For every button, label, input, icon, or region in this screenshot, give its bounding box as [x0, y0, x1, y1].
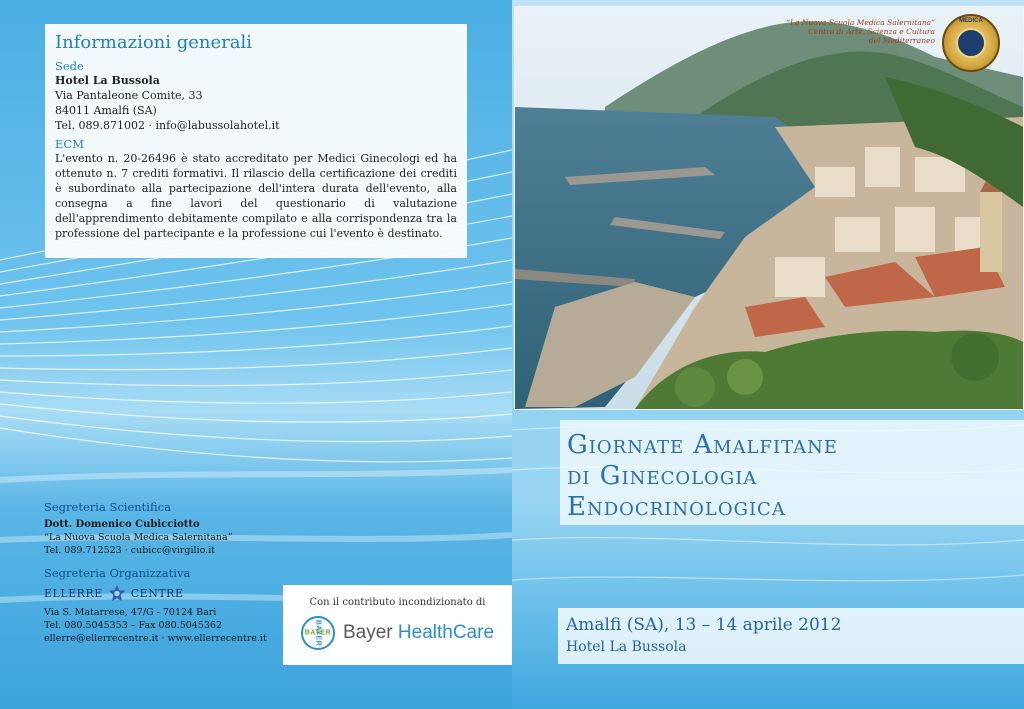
scientific-secretariat-heading: Segreteria Scientifica	[44, 500, 171, 514]
doctor-name: Dott. Domenico Cubicciotto	[44, 519, 200, 530]
organizer-text	[720, 18, 935, 45]
logo-text-left: ELLERRE	[44, 586, 103, 600]
organizer-address: Via S. Matarrese, 47/G - 70124 Bari	[44, 607, 217, 618]
bayer-cross-vertical: BAYER	[314, 619, 322, 647]
bayer-cross-horizontal: BAYER	[304, 629, 332, 637]
secretariat-section	[44, 500, 284, 645]
ecm-text: L'evento n. 20-26496 è stato accreditato per Medici Ginecologi ed ha ottenuto n. 7 crediti formativi. Il rilascio della certificazione dei crediti è subordinato alla partecipazione dell'intera durata dell'evento, alla consegna a fine lavori del questionario di valutazione dell'apprendimento debitamente compilato e alla corrispondenza tra la professione del partecipante e la professione cui l'evento è destinato.	[55, 152, 457, 240]
seal-label: MEDICA	[959, 18, 983, 24]
seal-inner-emblem	[956, 28, 986, 58]
general-info-box	[45, 24, 467, 258]
amalfi-coast-illustration	[515, 7, 1023, 409]
sponsor-box	[283, 585, 512, 665]
hotel-address-city: 84011 Amalfi (SA)	[55, 104, 157, 117]
organizing-secretariat-heading: Segreteria Organizzativa	[44, 566, 191, 580]
organizer-line-2: Centro di Arte, Scienza e Cultura	[808, 27, 935, 36]
event-title-line-1: Giornate Amalfitane	[567, 430, 839, 460]
sede-heading: Sede	[55, 59, 84, 73]
bayer-logo	[283, 616, 512, 650]
doctor-contacts: Tel. 089.712523 · cubicc@virgilio.it	[44, 545, 216, 556]
event-title-line-2: di Ginecologia	[567, 461, 758, 491]
event-venue: Hotel La Bussola	[566, 639, 687, 655]
ellerre-centre-logo	[44, 584, 284, 602]
hotel-address-street: Via Pantaleone Comite, 33	[55, 89, 203, 102]
event-date: Amalfi (SA), 13 – 14 aprile 2012	[566, 615, 842, 635]
sponsor-text: Con il contributo incondizionato di	[309, 597, 486, 608]
bayer-brand-suffix: HealthCare	[397, 622, 495, 643]
event-title-line-3: Endocrinologica	[567, 492, 786, 522]
amalfi-coast-photo	[514, 6, 1024, 410]
logo-text-right: CENTRE	[130, 586, 184, 600]
star-logo-icon	[108, 584, 126, 602]
organizer-line-3: del Mediterraneo	[868, 36, 935, 45]
bayer-cross-icon	[301, 616, 335, 650]
bayer-brand: Bayer	[342, 622, 393, 643]
school-seal-icon	[942, 14, 1000, 72]
organizer-line-1: “La Nuova Scuola Medica Salernitana”	[786, 18, 935, 27]
info-title: Informazioni generali	[55, 32, 253, 53]
organizer-web: ellerre@ellerrecentre.it · www.ellerrecentre.it	[44, 633, 267, 644]
ecm-heading: ECM	[55, 137, 84, 151]
hotel-name: Hotel La Bussola	[55, 74, 160, 87]
school-name: “La Nuova Scuola Medica Salernitana”	[44, 532, 233, 543]
hotel-contacts: Tel. 089.871002 · info@labussolahotel.it	[55, 119, 280, 132]
organizer-phone: Tel. 080.5045353 – Fax 080.5045362	[44, 620, 222, 631]
